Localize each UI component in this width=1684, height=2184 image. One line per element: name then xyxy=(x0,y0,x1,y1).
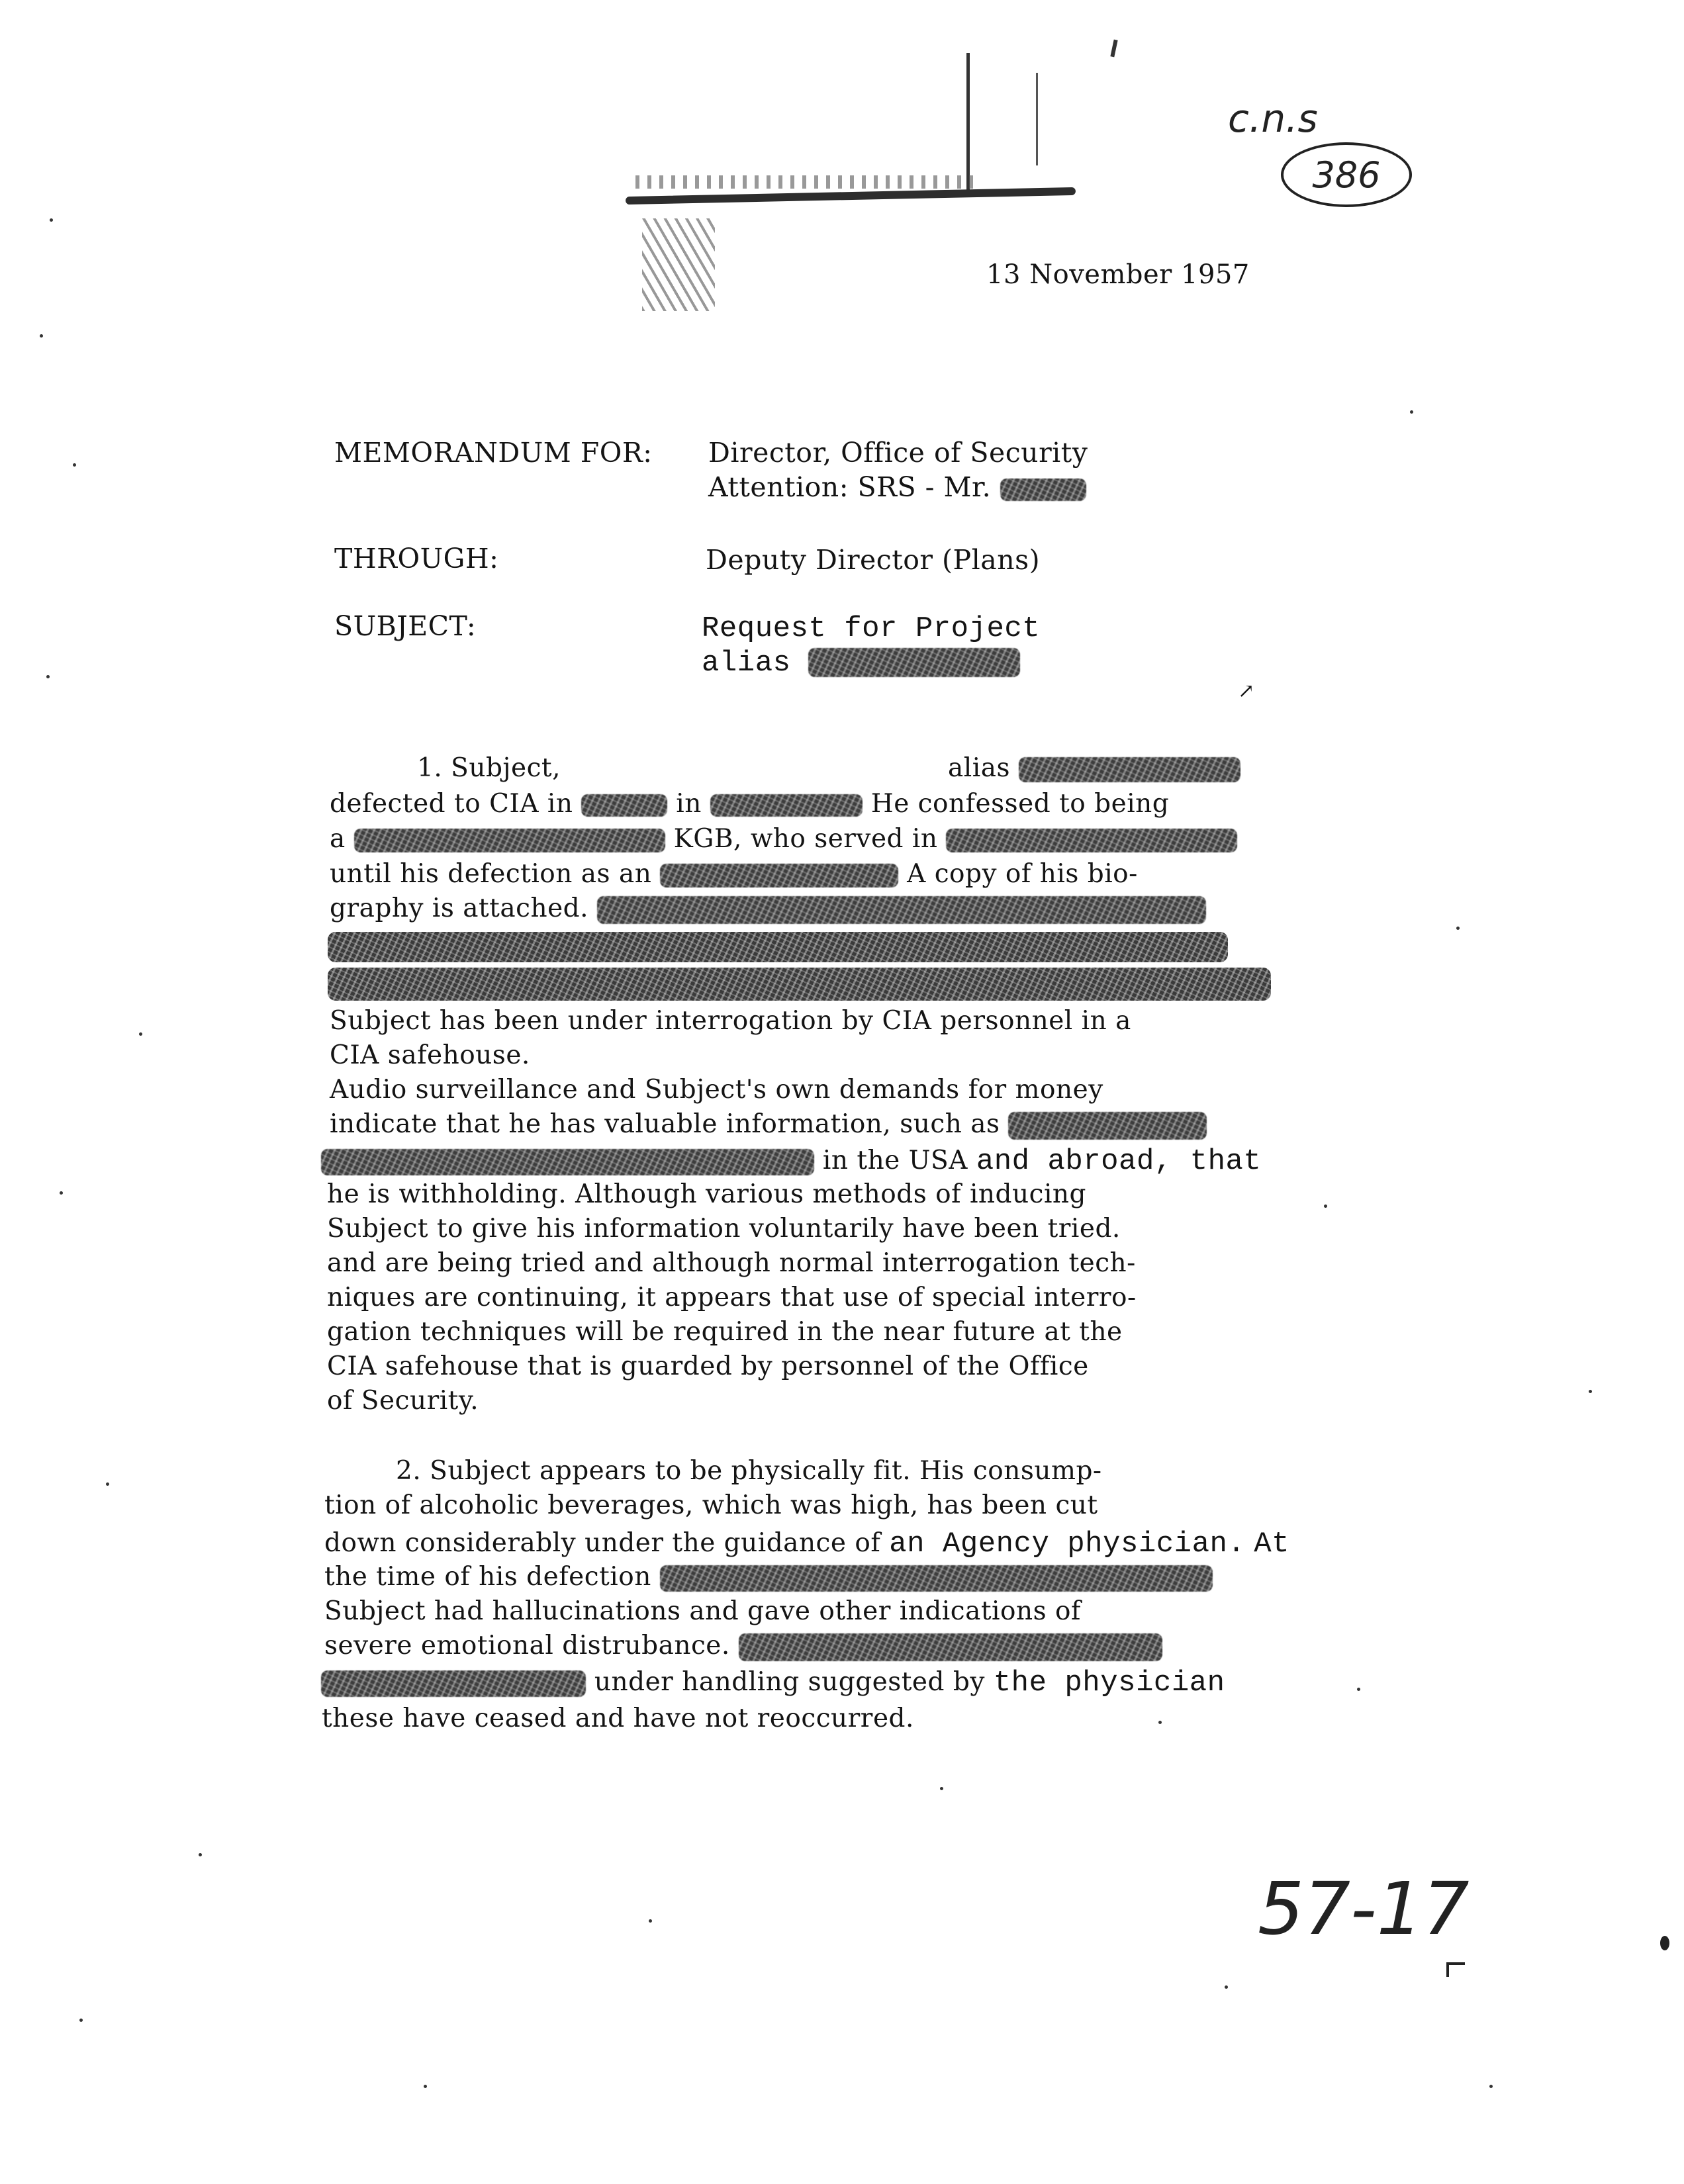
memorandum-for-label: MEMORANDUM FOR: xyxy=(334,437,653,469)
para1-line-14: Subject to give his information voluntarily have been tried. xyxy=(327,1214,1121,1244)
through-label: THROUGH: xyxy=(334,543,499,574)
subject-label: SUBJECT: xyxy=(334,610,477,642)
para1-line-11 xyxy=(330,1109,1207,1140)
para2-line-8: these have ceased and have not reoccurred. xyxy=(322,1704,914,1733)
through-value: Deputy Director (Plans) xyxy=(706,544,1041,576)
para1-line-11-text: indicate that he has valuable information, such as xyxy=(330,1109,1000,1139)
redaction xyxy=(581,794,667,817)
para1-line-4b: A copy of his bio- xyxy=(907,859,1138,889)
para1-line-2b: in xyxy=(676,789,702,819)
redaction xyxy=(808,648,1020,677)
handwritten-annotation: c.n.s xyxy=(1228,96,1318,141)
redaction xyxy=(660,864,898,887)
para2-line-3a: down considerably under the guidance of xyxy=(324,1528,881,1558)
para2-line-4-text: the time of his defection xyxy=(324,1562,651,1592)
para2-line-2: tion of alcoholic beverages, which was high, has been cut xyxy=(324,1490,1098,1520)
para1-line-3b: KGB, who served in xyxy=(673,824,938,854)
redaction-block xyxy=(328,932,1228,962)
redaction xyxy=(1008,1112,1207,1140)
handwritten-page-number: 57-17 xyxy=(1258,1866,1470,1951)
subject-line-1: Request for Project xyxy=(702,612,1041,645)
para2-line-7b: the physician xyxy=(993,1666,1225,1700)
para2-line-3 xyxy=(324,1527,1289,1561)
redaction xyxy=(321,1670,586,1697)
redaction xyxy=(1019,757,1240,782)
para1-line-19: of Security. xyxy=(327,1386,479,1416)
para2-line-6 xyxy=(324,1631,1162,1661)
subject-line-2 xyxy=(702,647,1020,680)
para1-line-5 xyxy=(330,893,1206,924)
para2-line-3b: an Agency physician. xyxy=(889,1527,1246,1561)
para1-line-13: he is withholding. Although various methods of inducing xyxy=(327,1179,1087,1209)
redaction xyxy=(739,1633,1162,1661)
memo-date: 13 November 1957 xyxy=(986,259,1250,290)
para2-line-6-text: severe emotional distrubance. xyxy=(324,1631,730,1661)
check-mark-icon: ↗ xyxy=(1238,680,1255,703)
circled-number xyxy=(1281,142,1412,207)
para1-line-8: Subject has been under interrogation by CIA personnel in a xyxy=(330,1006,1131,1036)
para1-line-12 xyxy=(321,1145,1261,1178)
para2-line-7a: under handling suggested by xyxy=(594,1667,985,1697)
para1-line-3 xyxy=(330,824,1237,854)
attention-line xyxy=(708,471,1086,503)
redaction xyxy=(946,829,1237,852)
subject-line-2-text: alias xyxy=(702,647,791,680)
para1-line-12a: in the USA xyxy=(822,1146,968,1175)
para1-line-1b: alias xyxy=(948,753,1010,783)
para1-line-17: gation techniques will be required in the near future at the xyxy=(327,1317,1123,1347)
para1-line-1 xyxy=(948,753,1240,783)
para1-line-9: CIA safehouse. xyxy=(330,1040,530,1070)
para1-line-1a: 1. Subject, xyxy=(417,753,561,783)
para1-line-10: Audio surveillance and Subject's own demands for money xyxy=(330,1075,1103,1105)
para1-line-2 xyxy=(330,789,1169,819)
redaction xyxy=(660,1565,1213,1592)
circled-number-text: 386 xyxy=(1312,154,1381,196)
para1-line-2a: defected to CIA in xyxy=(330,789,573,819)
redaction xyxy=(354,829,665,852)
redaction-block xyxy=(328,968,1271,1001)
para2-line-4 xyxy=(324,1562,1213,1592)
para1-line-16: niques are continuing, it appears that use of special interro- xyxy=(327,1283,1137,1312)
para1-line-4a: until his defection as an xyxy=(330,859,652,889)
redaction xyxy=(597,896,1206,924)
attention-text: Attention: SRS - Mr. xyxy=(708,471,992,503)
para2-line-7 xyxy=(321,1666,1225,1700)
redaction xyxy=(1000,478,1086,501)
para1-line-15: and are being tried and although normal interrogation tech- xyxy=(327,1248,1136,1278)
para2-line-5: Subject had hallucinations and gave other indications of xyxy=(324,1596,1081,1626)
para2-line-3c: At xyxy=(1254,1527,1290,1561)
para1-line-18: CIA safehouse that is guarded by personnel of the Office xyxy=(327,1351,1089,1381)
para1-line-12b: and abroad, that xyxy=(976,1145,1262,1178)
redaction xyxy=(321,1149,814,1175)
para1-line-5-text: graphy is attached. xyxy=(330,893,589,923)
para2-line-1: 2. Subject appears to be physically fit. His consump- xyxy=(396,1456,1102,1486)
para1-line-4 xyxy=(330,859,1138,889)
para1-line-2c: He confessed to being xyxy=(870,789,1170,819)
redaction xyxy=(710,794,863,817)
memorandum-for-value: Director, Office of Security xyxy=(708,437,1088,469)
para1-line-3a: a xyxy=(330,824,346,854)
